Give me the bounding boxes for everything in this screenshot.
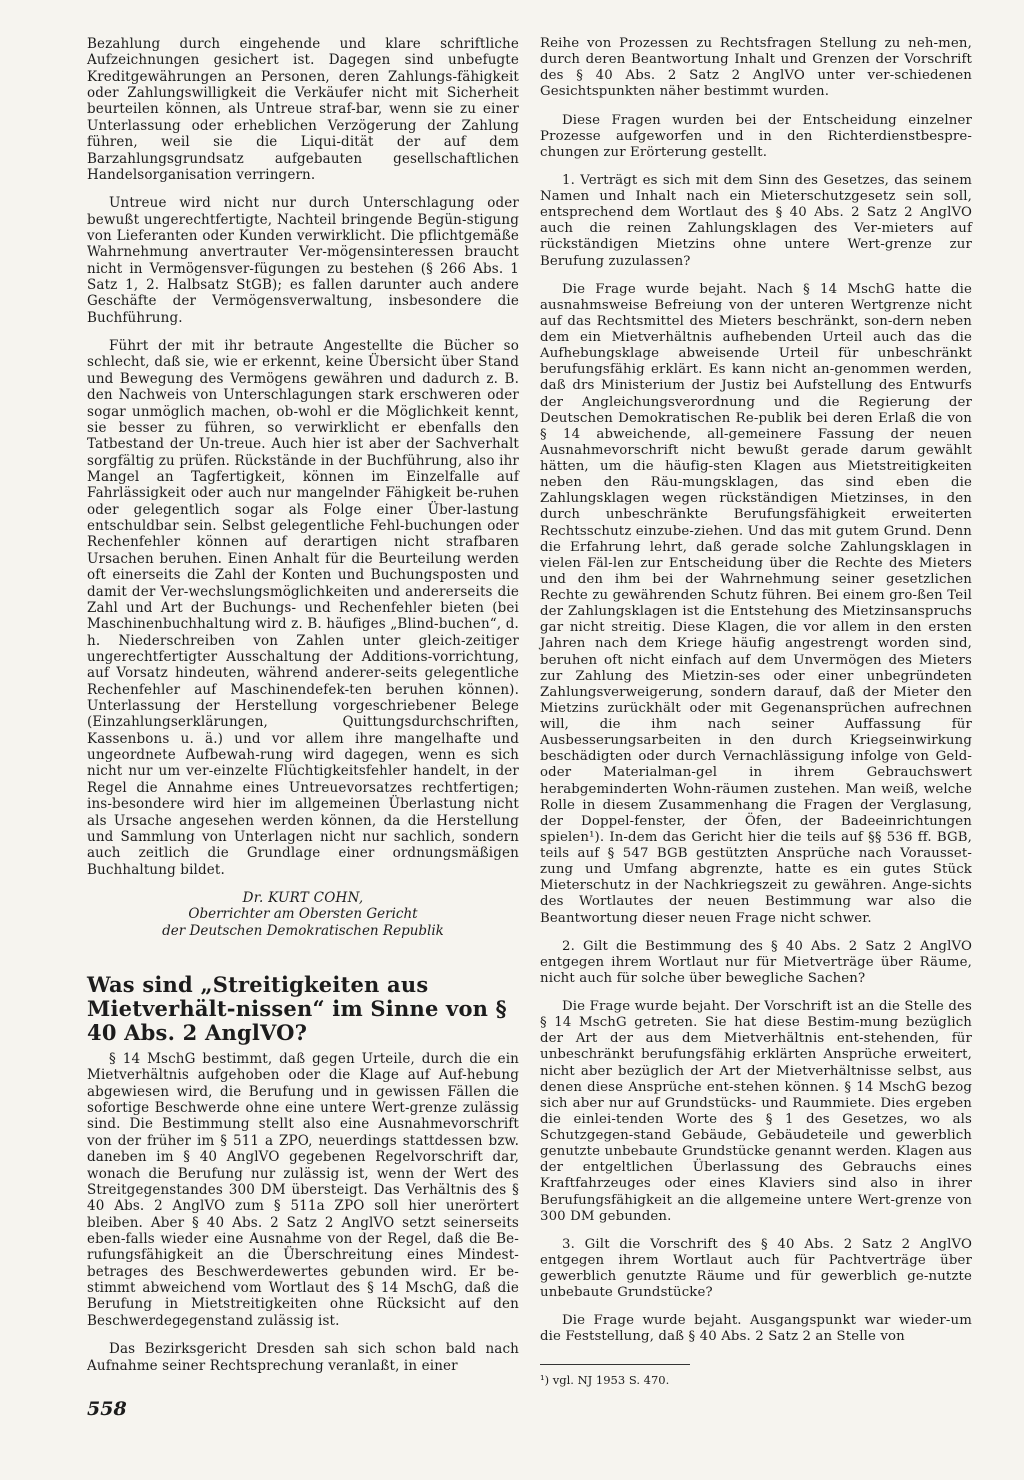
footnote-divider (540, 1364, 690, 1365)
question-paragraph: 2. Gilt die Bestimmung des § 40 Abs. 2 Satz 2 AnglVO entgegen ihrem Wortlaut nur für Mietverträge über Räume, nicht auch für solche über bewegliche Sachen? (540, 938, 972, 986)
paragraph: Reihe von Prozessen zu Rechtsfragen Stellung zu neh-men, durch deren Beantwortung Inhalt und Grenzen der Vorschrift des § 40 Abs. 2 Satz 2 AnglVO unter ver-schiedenen Gesichtspunkten näher bestimmt wurden. (540, 36, 972, 100)
author-signature (87, 890, 519, 939)
author-name: Dr. KURT COHN, (242, 889, 364, 906)
paragraph: Die Frage wurde bejaht. Ausgangspunkt war wieder-um die Feststellung, daß § 40 Abs. 2 Satz 2 an Stelle von (540, 1313, 972, 1345)
right-column (540, 36, 972, 1387)
paragraph: Diese Fragen wurden bei der Entscheidung einzelner Prozesse aufgeworfen und in den Richterdienstbespre-chungen zur Erörterung gestellt. (540, 112, 972, 160)
paragraph: Bezahlung durch eingehende und klare schriftliche Aufzeichnungen gesichert ist. Dagegen sind unbefugte Kreditgewährungen an Personen, deren Zahlungs-fähigkeit oder Zahlungswilligkeit die Verkäufer nicht mit Sicherheit beurteilen können, als Untreue straf-bar, wenn sie zu einer Unterlassung oder erheblichen Verzögerung der Zahlung führen, weil sie die Liqui-dität der auf dem Barzahlungsgrundsatz aufgebauten gesellschaftlichen Handelsorganisation verringern. (87, 36, 519, 183)
paragraph: Das Bezirksgericht Dresden sah sich schon bald nach Aufnahme seiner Rechtsprechung veranlaßt, in einer (87, 1341, 519, 1374)
paragraph: Führt der mit ihr betraute Angestellte die Bücher so schlecht, daß sie, wie er erkennt, keine Übersicht über Stand und Bewegung des Vermögens gewähren und dadurch z. B. den Nachweis von Unterschlagungen stark erschweren oder sogar unmöglich machen, ob-wohl er die Möglichkeit kennt, sie besser zu führen, so verwirklicht er ebenfalls den Tatbestand der Un-treue. Auch hier ist aber der Sachverhalt sorgfältig zu prüfen. Rückstände in der Buchführung, also ihr Mangel an Tagfertigkeit, können im Einzelfalle auf Fahrlässigkeit oder auch nur mangelnder Fähigkeit be-ruhen oder gelegentlich sogar als Folge einer Über-lastung entschuldbar sein. Selbst gelegentliche Fehl-buchungen oder Rechenfehler können auf derartigen nicht strafbaren Ursachen beruhen. Einen Anhalt für die Beurteilung werden oft einerseits die Zahl der Konten und Buchungsposten und damit der Ver-wechslungsmöglichkeiten und andererseits die Zahl und Art der Buchungs- und Rechenfehler bieten (bei Maschinenbuchhaltung wird z. B. häufiges „Blind-buchen“, d. h. Niederschreiben von Zahlen unter gleich-zeitiger ungerechtfertigter Ausschaltung der Additions-vorrichtung, auf Vorsatz hindeuten, während anderer-seits gelegentliche Rechenfehler auf Maschinendefek-ten beruhen können). Unterlassung der Herstellung vorgeschriebener Belege (Einzahlungserklärungen, Quittungsdurchschriften, Kassenbons u. ä.) und vor allem ihre mangelhafte und ungeordnete Aufbewah-rung wird dagegen, wenn es sich nicht nur um ver-einzelte Flüchtigkeitsfehler handelt, in der Regel die Annahme eines Untreuevorsatzes rechtfertigen; ins-besondere wird hier im allgemeinen Überlastung nicht als Ursache angesehen werden können, da die Herstellung und Sammlung von Unterlagen nicht nur sachlich, sondern auch zeitlich die Grundlage einer ordnungsmäßigen Buchhaltung bildet. (87, 338, 519, 878)
paragraph: § 14 MschG bestimmt, daß gegen Urteile, durch die ein Mietverhältnis aufgehoben oder die Klage auf Auf-hebung abgewiesen wird, die Berufung und in gewissen Fällen die sofortige Beschwerde ohne eine untere Wert-grenze zulässig sind. Die Bestimmung stellt also eine Ausnahmevorschrift von der früher im § 511 a ZPO, neuerdings stattdessen bzw. daneben im § 40 AnglVO gegebenen Regelvorschrift dar, wonach die Berufung nur zulässig ist, wenn der Wert des Streitgegenstandes 300 DM übersteigt. Das Verhältnis des § 40 Abs. 2 AnglVO zum § 511a ZPO soll hier unerörtert bleiben. Aber § 40 Abs. 2 Satz 2 AnglVO setzt seinerseits eben-falls wieder eine Ausnahme von der Regel, daß die Be-rufungsfähigkeit an die Überschreitung eines Mindest-betrages des Beschwerdewertes gebunden wird. Er be-stimmt abweichend vom Wortlaut des § 14 MschG, daß die Berufung in Mietstreitigkeiten ohne Rücksicht auf den Beschwerdegegenstand zulässig ist. (87, 1051, 519, 1329)
paragraph: Die Frage wurde bejaht. Der Vorschrift ist an die Stelle des § 14 MschG getreten. Sie hat diese Bestim-mung bezüglich der Art der aus dem Mietverhältnis ent-stehenden, für unbeschränkt berufungsfähig erklärten Ansprüche erweitert, nicht aber bezüglich der Art der Mietverhältnisse selbst, aus denen diese Ansprüche ent-stehen können. § 14 MschG bezog sich aber nur auf Grundstücks- und Raummiete. Dies ergeben die einlei-tenden Worte des § 1 des Gesetzes, wo als Schutzgegen-stand Gebäude, Gebäudeteile und gewerblich genutzte unbebaute Grundstücke genannt werden. Klagen aus der entgeltlichen Überlassung des Gebrauchs eines Kraftfahrzeuges oder eines Klaviers sind also in ihrer Berufungsfähigkeit an die allgemeine untere Wert-grenze von 300 DM gebunden. (540, 999, 972, 1224)
footnote: ¹) vgl. NJ 1953 S. 470. (540, 1372, 670, 1387)
article-heading: Was sind „Streitigkeiten aus Mietverhält-nissen“ im Sinne von § 40 Abs. 2 AnglVO? (87, 972, 507, 1046)
question-paragraph: 3. Gilt die Vorschrift des § 40 Abs. 2 Satz 2 AnglVO entgegen ihrem Wortlaut auch für Pachtverträge über gewerblich genutzte Räume und für gewerblich ge-nutzte unbebaute Grundstücke? (540, 1236, 972, 1301)
paragraph: Untreue wird nicht nur durch Unterschlagung oder bewußt ungerechtfertigte, Nachteil bringende Begün-stigung von Lieferanten oder Kunden verwirklicht. Die pflichtgemäße Wahrnehmung anvertrauter Ver-mögensinteressen braucht nicht in Vermögensver-fügungen zu bestehen (§ 266 Abs. 1 Satz 1, 2. Halbsatz StGB); es fallen darunter auch andere Geschäfte der Vermögensverwaltung, insbesondere die Buchführung. (87, 195, 519, 326)
author-title: Oberrichter am Obersten Gericht (188, 906, 418, 923)
author-court: der Deutschen Demokratischen Republik (162, 922, 444, 939)
left-column (87, 36, 519, 1386)
page-number: 558 (87, 1398, 127, 1420)
question-paragraph: 1. Verträgt es sich mit dem Sinn des Gesetzes, das seinem Namen und Inhalt nach ein Mieterschutzgesetz sein soll, entsprechend dem Wortlaut des § 40 Abs. 2 Satz 2 AnglVO auch die reinen Zahlungsklagen des Ver-mieters auf rückständigen Mietzins ohne untere Wert-grenze zur Berufung zuzulassen? (540, 172, 972, 269)
paragraph: Die Frage wurde bejaht. Nach § 14 MschG hatte die ausnahmsweise Befreiung von der unteren Wertgrenze nicht auf das Rechtsmittel des Mieters beschränkt, son-dern neben dem ein Mietverhältnis aufhebenden Urteil auch das die Aufhebungsklage abweisende Urteil für unbeschränkt berufungsfähig erklärt. Es kann nicht an-genommen werden, daß drs Ministerium der Justiz bei Aufstellung des Entwurfs der Angleichungsverordnung und die Regierung der Deutschen Demokratischen Re-publik bei deren Erlaß die von § 14 abweichende, all-gemeinere Fassung der neuen Ausnahmevorschrift nicht bewußt gerade darum gewählt hätten, um die häufig-sten Klagen aus Mietstreitigkeiten neben den Räu-mungsklagen, das sind eben die Zahlungsklagen wegen rückständigen Mietzinses, in den durch unbeschränkte Berufungsfähigkeit erweiterten Rechtsschutz einzube-ziehen. Und das mit gutem Grund. Denn die Erfahrung lehrt, daß gerade solche Zahlungsklagen in vielen Fäl-len zur Entscheidung über die Rechte des Mieters und den ihm bei der Wahrnehmung seiner gesetzlichen Rechte zu gewährenden Schutz führen. Bei einem gro-ßen Teil der Zahlungsklagen ist die Entstehung des Mietzinsanspruchs gar nicht streitig. Diese Klagen, die vor allem in den ersten Jahren nach dem Kriege häufig angestrengt worden sind, beruhen oft nicht einfach auf dem Unvermögen des Mieters zur Zahlung des Mietzin-ses oder einer unbegründeten Zahlungsverweigerung, sondern darauf, daß der Mieter den Mietzins zurückhält oder mit Gegenansprüchen aufrechnen will, die ihm nach seiner Auffassung für Ausbesserungsarbeiten in den durch Kriegseinwirkung beschädigten oder durch Vernachlässigung infolge von Geld- oder Materialman-gel in ihrem Gebrauchswert herabgeminderten Wohn-räumen zustehen. Man weiß, welche Rolle in diesem Zusammenhang die Fragen der Verglasung, der Doppel-fenster, der Öfen, der Badeeinrichtungen spielen¹). In-dem das Gericht hier die teils auf §§ 536 ff. BGB, teils auf § 547 BGB gestützten Ansprüche nach Vorausset-zung und Umfang abgrenzte, hatte es ein gutes Stück Mieterschutz in der Nachkriegszeit zu gewähren. Ange-sichts des Wortlautes der neuen Bestimmung war also die Beantwortung dieser neuen Frage nicht schwer. (540, 281, 972, 926)
